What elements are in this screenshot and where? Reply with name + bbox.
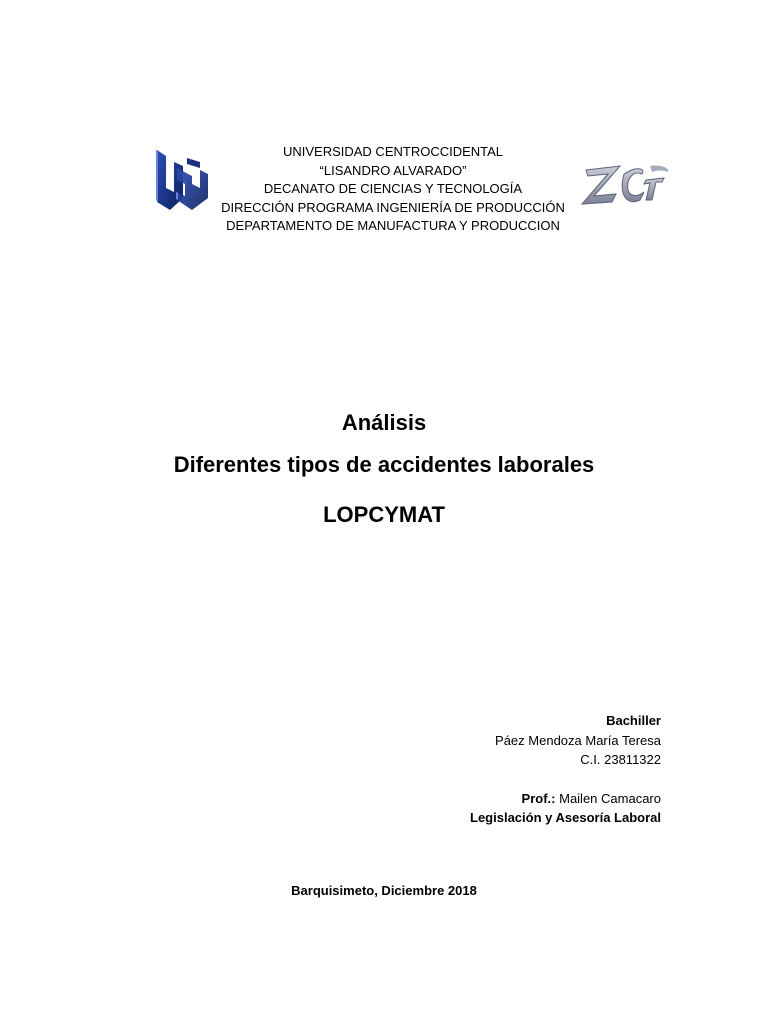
university-line: UNIVERSIDAD CENTROCCIDENTAL [282, 144, 504, 159]
faculty-logo-icon [580, 160, 672, 208]
deanery-line: DECANATO DE CIENCIAS Y TECNOLOGÍA [263, 181, 523, 196]
title-analysis: Análisis [341, 410, 427, 435]
title-law: LOPCYMAT [323, 502, 445, 527]
program-line: DIRECCIÓN PROGRAMA INGENIERÍA DE PRODUCCIÓN [221, 199, 565, 215]
department-line: DEPARTAMENTO DE MANUFACTURA Y PRODUCCION [226, 218, 560, 233]
professor-name: Mailen Camacaro [555, 790, 661, 806]
title-subject: Diferentes tipos de accidentes laborales [173, 452, 595, 477]
professor-label: Prof.: [521, 790, 556, 806]
student-name: Páez Mendoza María Teresa [495, 732, 661, 748]
document-title [84, 402, 684, 530]
professor-line [341, 789, 661, 809]
degree-label: Bachiller [606, 713, 661, 728]
university-name-line: “LISANDRO ALVARADO” [319, 162, 467, 178]
institution-header [200, 143, 586, 236]
student-id: C.I. 23811322 [580, 752, 661, 767]
author-info [341, 711, 661, 828]
place-date: Barquisimeto, Diciembre 2018 [291, 883, 477, 898]
course-name: Legislación y Asesoría Laboral [470, 810, 661, 825]
